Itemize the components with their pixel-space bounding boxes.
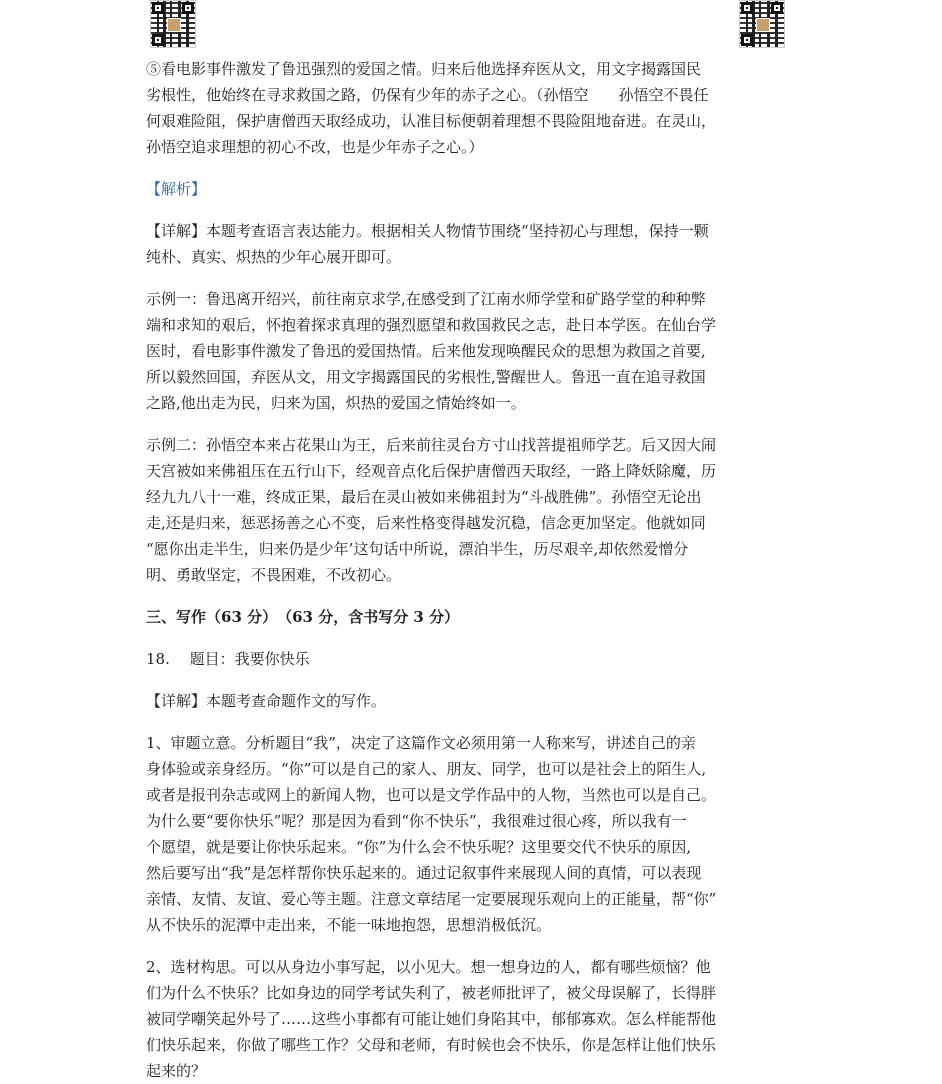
text-line: 亲情、友情、友谊、爱心等主题。注意文章结尾一定要展现乐观向上的正能量，帮“你” — [146, 890, 717, 908]
point-two-paragraph — [146, 954, 806, 1084]
text-line: 示例一：鲁迅离开绍兴，前往南京求学,在感受到了江南水师学堂和矿路学堂的种种弊 — [146, 290, 706, 308]
qr-finder-icon — [741, 2, 753, 14]
point-one-paragraph — [146, 730, 806, 938]
text-line: 【详解】本题考查语言表达能力。根据相关人物情节围绕“坚持初心与理想，保持一颗 — [146, 222, 709, 240]
qr-finder-icon — [741, 34, 753, 46]
example-two-paragraph — [146, 432, 806, 588]
document-body — [146, 56, 806, 1084]
text-line: 之路,他出走为民，归来为国，炽热的爱国之情始终如一。 — [146, 394, 526, 412]
text-line: 被同学嘲笑起外号了……这些小事都有可能让她们身陷其中，郁郁寡欢。怎么样能帮他 — [146, 1010, 717, 1028]
text-line: 们快乐起来，你做了哪些工作？父母和老师，有时候也会不快乐，你是怎样让他们快乐 — [146, 1036, 717, 1054]
text-line: 天宫被如来佛祖压在五行山下，经观音点化后保护唐僧西天取经，一路上降妖除魔，历 — [146, 462, 717, 480]
text-line: “愿你出走半生，归来仍是少年’这句话中所说，漂泊半生，历尽艰辛,却依然爱憎分 — [146, 540, 689, 558]
text-line: 何艰难险阻，保护唐僧西天取经成功，认准目标便朝着理想不畏险阻地奋进。在灵山， — [146, 112, 717, 130]
text-line: 所以毅然回国，弃医从文，用文字揭露国民的劣根性,警醒世人。鲁迅一直在追寻救国 — [146, 368, 706, 386]
qr-logo-icon — [167, 18, 181, 32]
text-line: 纯朴、真实、炽热的少年心展开即可。 — [146, 248, 402, 266]
qr-finder-icon — [771, 2, 783, 14]
text-line: 起来的？ — [146, 1062, 207, 1080]
text-line: 孙悟空追求理想的初心不改，也是少年赤子之心。） — [146, 138, 484, 156]
analysis-heading — [146, 176, 806, 202]
qr-finder-icon — [152, 2, 164, 14]
text-line: 从不快乐的泥潭中走出来，不能一味地抱怨，思想消极低沉。 — [146, 916, 552, 934]
qr-finder-icon — [182, 2, 194, 14]
text-line: 身体验或亲身经历。“你”可以是自己的家人、朋友、同学，也可以是社会上的陌生人, — [146, 760, 707, 778]
text-line: 明、勇敢坚定，不畏困难，不改初心。 — [146, 566, 402, 584]
text-line: 【解析】 — [146, 180, 207, 198]
text-line: 然后要写出“我”是怎样帮你快乐起来的。通过记叙事件来展现人间的真情，可以表现 — [146, 864, 702, 882]
text-line: 端和求知的艰后，怀抱着探求真理的强烈愿望和救国救民之志，赴日本学医。在仙台学 — [146, 316, 717, 334]
text-line: 走,还是归来，惩恶扬善之心不变，后来性格变得越发沉稳，信念更加坚定。他就如同 — [146, 514, 706, 532]
section-heading — [146, 604, 806, 630]
qr-finder-icon — [152, 34, 164, 46]
text-line: 医时，看电影事件激发了鲁迅的爱国热情。后来他发现唤醒民众的思想为救国之首要, — [146, 342, 706, 360]
text-line: 【详解】本题考查命题作文的写作。 — [146, 692, 387, 710]
qr-code-right — [739, 0, 785, 48]
answer-paragraph — [146, 56, 806, 160]
text-line: 18. 题目：我要你快乐 — [146, 650, 310, 668]
qr-logo-icon — [756, 18, 770, 32]
text-line: 们为什么不快乐？比如身边的同学考试失利了，被老师批评了，被父母误解了，长得胖 — [146, 984, 717, 1002]
text-line: 或者是报刊杂志或网上的新闻人物，也可以是文学作品中的人物，当然也可以是自己。 — [146, 786, 717, 804]
example-one-paragraph — [146, 286, 806, 416]
text-line: 为什么要“要你快乐”呢？那是因为看到“你不快乐”，我很难过很心疼，所以我有一 — [146, 812, 687, 830]
text-line: 经九九八十一难，终成正果，最后在灵山被如来佛祖封为“斗战胜佛”。孙悟空无论出 — [146, 488, 702, 506]
text-line: ⑤看电影事件激发了鲁迅强烈的爱国之情。归来后他选择弃医从文，用文字揭露国民 — [146, 60, 702, 78]
question-title — [146, 646, 806, 672]
text-line: 三、写作（63 分） （63 分，含书写分 3 分） — [146, 608, 460, 626]
text-line: 劣根性，他始终在寻求救国之路，仍保有少年的赤子之心。（孙悟空 孙悟空不畏任 — [146, 86, 709, 104]
text-line: 个愿望，就是要让你快乐起来。“你”为什么会不快乐呢？这里要交代不快乐的原因, — [146, 838, 692, 856]
qr-code-left — [150, 0, 196, 48]
detail-paragraph — [146, 218, 806, 270]
text-line: 示例二：孙悟空本来占花果山为王，后来前往灵台方寸山找菩提祖师学艺。后又因大闹 — [146, 436, 717, 454]
detail-paragraph-writing — [146, 688, 806, 714]
text-line: 1、审题立意。分析题目“我”，决定了这篇作文必须用第一人称来写，讲述自己的亲 — [146, 734, 696, 752]
text-line: 2、选材构思。可以从身边小事写起，以小见大。想一想身边的人，都有哪些烦恼？他 — [146, 958, 711, 976]
